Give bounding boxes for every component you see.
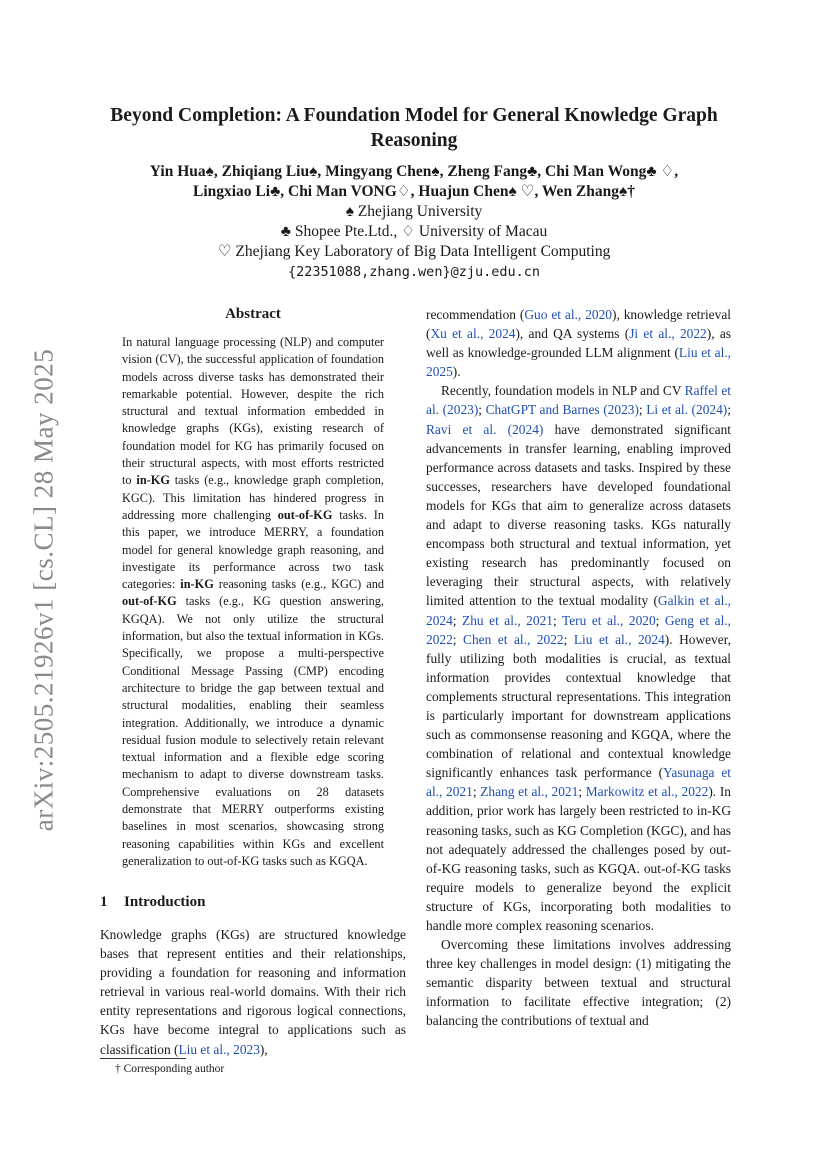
citation-link[interactable]: Liu et al., 2025 [426,345,731,380]
authors-line-1: Yin Hua♠, Zhiqiang Liu♠, Mingyang Chen♠, Zheng Fang♣, Chi Man Wong♣ ♢, [149,163,679,180]
citation-link[interactable]: Yasunaga et al., 2021 [426,765,732,800]
affiliation-1: ♠ Zhejiang University [345,203,483,220]
citation-link[interactable]: Markowitz et al., 2022 [585,784,709,800]
affiliation-3: ♡ Zhejiang Key Laboratory of Big Data Intelligent Computing [217,243,611,260]
citation-link[interactable]: Raffel et al. (2023) [426,383,731,418]
paragraph-recently: Recently, foundation models in NLP and CV Raffel et al. (2023); ChatGPT and Barnes (2023); Li et al. (2024); Ravi et al. (2024) have demonstrated significant advancements in transfer learning, enabling improved performance across datasets and tasks. Inspired by these successes, researchers have developed foundational models for KGs that aim to generalize across datasets and adapt to diverse reasoning tasks. KGs naturally encompass both structural and textual information, yet existing research has predominantly focused on leveraging their structural aspects, with relatively limited attention to the textual modality (Galkin et al., 2024; Zhu et al., 2021; Teru et al., 2020; Geng et al., 2022; Chen et al., 2022; Liu et al., 2024). However, fully utilizing both modalities is crucial, as textual information provides contextual knowledge that complements structural representations. This integration is particularly important for downstream applications such as commonsense reasoning and KGQA, where the combination of relational and contextual knowledge significantly enhances task performance (Yasunaga et al., 2021; Zhang et al., 2021; Markowitz et al., 2022). In addition, prior work has largely been restricted to in-KG reasoning tasks, such as KG Completion (KGC), and has not adequately addressed the challenges posed by out-of-KG reasoning tasks, such as KGQA. out-of-KG tasks require models to generalize beyond the explicit structure of KGs, incorporating both modalities to handle more complex reasoning scenarios. [426,383,732,933]
affiliation-2: ♣ Shopee Pte.Ltd., ♢ University of Macau [280,223,548,240]
section-heading-introduction [100,894,205,911]
citation-link[interactable]: Li et al. (2024) [646,402,728,418]
author-email: {22351088,zhang.wen}@zju.edu.cn [288,264,540,280]
footnote-rule [100,1058,186,1059]
section-title: Introduction [124,894,206,910]
author-block [90,162,738,282]
citation-link[interactable]: Galkin et al., 2024 [426,593,732,628]
citation-link[interactable]: Ji et al., 2022 [629,326,707,342]
citation-link[interactable]: Zhang et al., 2021 [480,784,579,800]
citation-link[interactable]: ChatGPT and Barnes (2023) [485,402,639,418]
arxiv-identifier: arXiv:2505.21926v1 [cs.CL] 28 May 2025 [28,348,59,832]
abstract-heading: Abstract [225,306,281,322]
authors-line-2: Lingxiao Li♣, Chi Man VONG♢, Huajun Chen♠ ♡, Wen Zhang♠† [192,183,635,200]
citation-link[interactable]: Teru et al., 2020 [561,612,656,628]
right-column [426,305,731,1031]
footnote-corresponding-author: † Corresponding author [115,1063,225,1075]
citation-link[interactable]: Geng et al., 2022 [426,612,731,647]
paragraph-continued: recommendation (Guo et al., 2020), knowledge retrieval (Xu et al., 2024), and QA systems (Ji et al., 2022), as well as knowledge-grounded LLM alignment (Liu et al., 2025). [426,307,732,380]
citation-link[interactable]: Liu et al., 2023 [178,1041,260,1057]
citation-link[interactable]: Chen et al., 2022 [463,631,564,647]
paper-title: Beyond Completion: A Foundation Model for General Knowledge Graph Reasoning [110,105,718,151]
section-number: 1 [100,894,108,910]
intro-paragraph-1: Knowledge graphs (KGs) are structured knowledge bases that represent entities and their relationships, providing a foundation for reasoning and information retrieval in various real-world domains. With their rich entity representations and rigorous logical connections, KGs have become integral to applications such as classification (Liu et al., 2023), [100,927,406,1057]
citation-link[interactable]: Liu et al., 2024 [573,631,665,647]
paragraph-overcoming: Overcoming these limitations involves addressing three key challenges in model design: (1) mitigating the semantic disparity between textual and structural information to facilitate effective integration; (2) balancing the contributions of textual and [426,937,731,1029]
arxiv-watermark [22,340,66,840]
abstract-text: In natural language processing (NLP) and computer vision (CV), the successful application of foundation models across diverse tasks has demonstrated their remarkable potential. However, despite the rich structural and textual information embedded in knowledge graphs (KGs), existing research of foundation model for KG has primarily focused on their structural aspects, with most efforts restricted to in-KG tasks (e.g., knowledge graph completion, KGC). This limitation has hindered progress in addressing more challenging out-of-KG tasks. In this paper, we introduce MERRY, a foundation model for general knowledge graph reasoning, and investigate its performance across two task categories: in-KG reasoning tasks (e.g., KGC) and out-of-KG tasks (e.g., KG question answering, KGQA). We not only utilize the structural information, but also the textual information in KGs. Specifically, we propose a multi-perspective Conditional Message Passing (CMP) encoding architecture to bridge the gap between textual and structural modalities, enabling their seamless integration. Additionally, we introduce a dynamic residual fusion module to selectively retain relevant textual information and a flexible edge scoring mechanism to adapt to diverse downstream tasks. Comprehensive evaluations on 28 datasets demonstrate that MERRY outperforms existing baselines in most scenarios, showcasing strong reasoning capabilities within KGs and excellent generalization to out-of-KG tasks such as KGQA. [122,335,385,868]
citation-link[interactable]: Xu et al., 2024 [430,326,516,342]
citation-link[interactable]: Guo et al., 2020 [524,307,612,322]
citation-link[interactable]: Ravi et al. (2024) [426,421,544,437]
citation-link[interactable]: Zhu et al., 2021 [462,612,553,628]
